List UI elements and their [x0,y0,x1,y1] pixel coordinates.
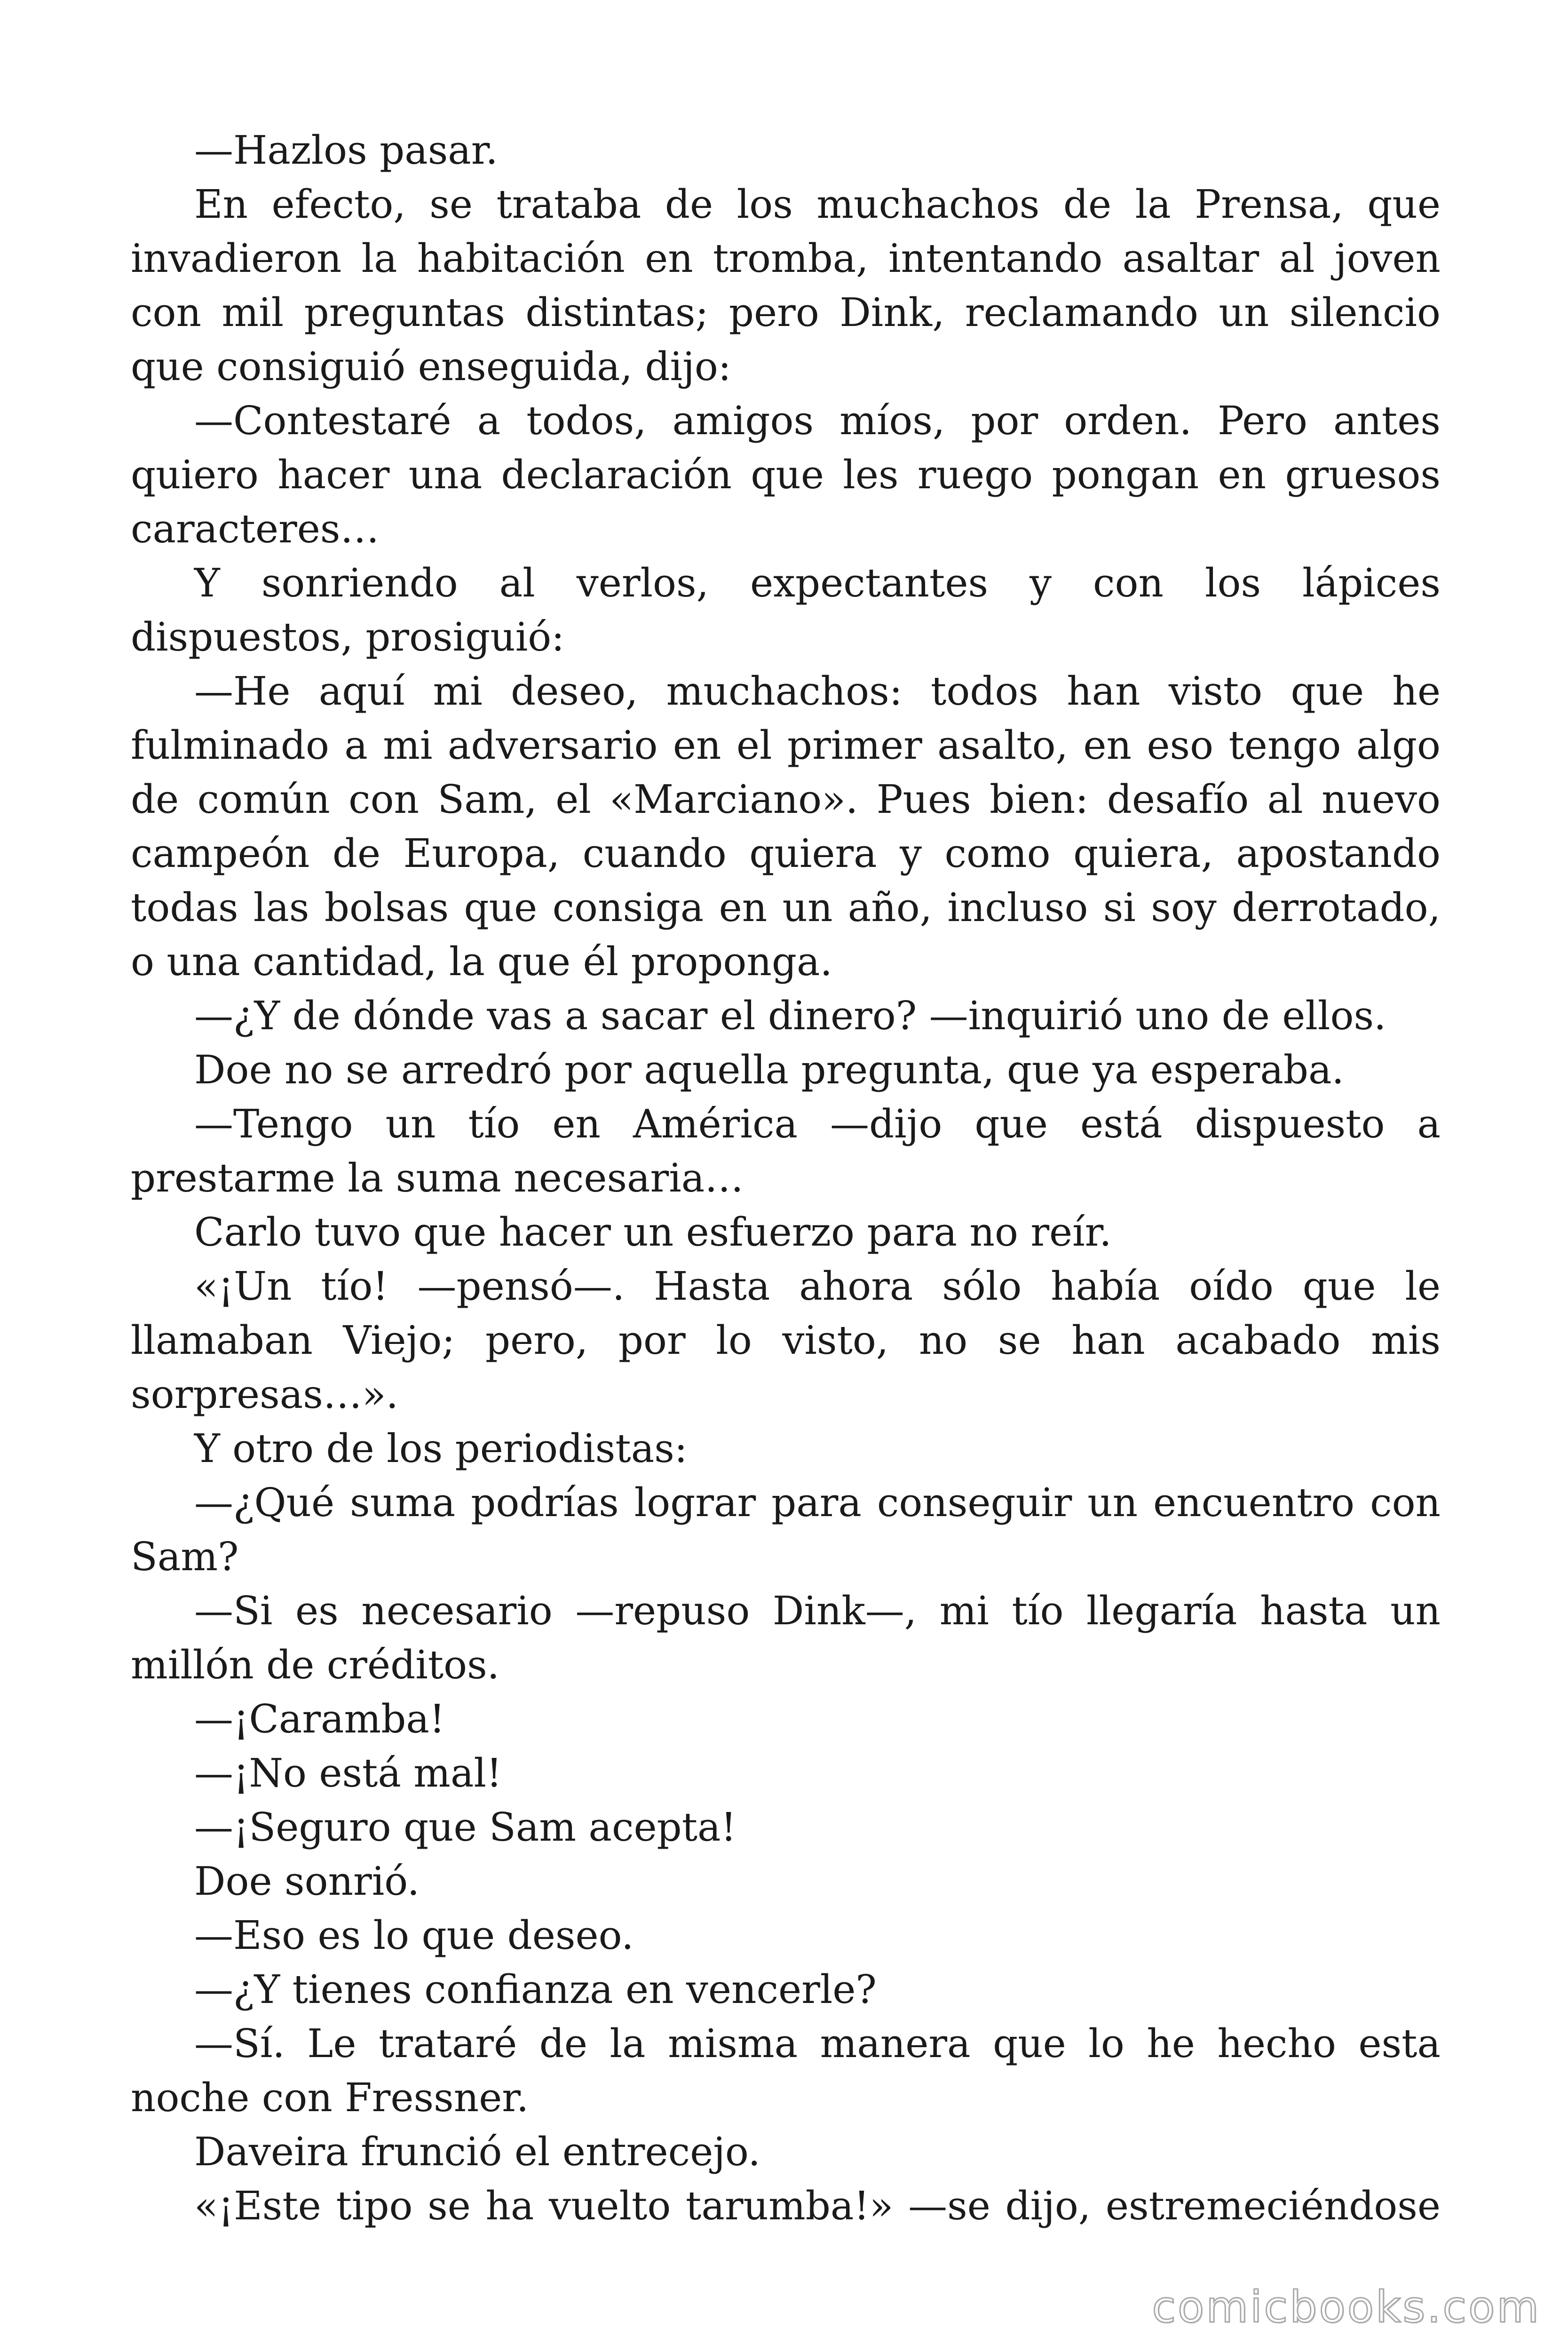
paragraph: —Si es necesario —repuso Dink—, mi tío llegaría hasta un millón de créditos. [131,1588,1441,1688]
paragraph: —He aquí mi deseo, muchachos: todos han visto que he fulminado a mi adversario en el primer asalto, en eso tengo algo de común con Sam, el «Marciano». Pues bien: desafío al nuevo campeón de Europa, cuando quiera y como quiera, apostando todas las bolsas que consiga en un año, incluso si soy derrotado, o una cantidad, la que él proponga. [131,668,1441,985]
paragraph: En efecto, se trataba de los muchachos de la Prensa, que invadieron la habitación en tromba, intentando asaltar al joven con mil preguntas distintas; pero Dink, reclamando un silencio que consiguió enseguida, dijo: [131,182,1441,389]
paragraph: —¡No está mal! [194,1750,502,1796]
paragraph: —¿Qué suma podrías lograr para conseguir un encuentro con Sam? [131,1480,1441,1580]
paragraph: —Eso es lo que deseo. [194,1913,634,1958]
paragraph: —¡Caramba! [194,1696,445,1742]
paragraph: —Contestaré a todos, amigos míos, por orden. Pero antes quiero hacer una declaración que les ruego pongan en gruesos caracteres… [131,398,1441,552]
paragraph: Daveira frunció el entrecejo. [194,2129,760,2175]
paragraph: Doe sonrió. [194,1859,420,1904]
body-text [131,123,1441,2233]
paragraph: Y otro de los periodistas: [194,1426,688,1471]
paragraph: —¡Seguro que Sam acepta! [194,1804,736,1850]
paragraph: —¿Y de dónde vas a sacar el dinero? —inquirió uno de ellos. [194,993,1386,1039]
paragraph: —Tengo un tío en América —dijo que está dispuesto a prestarme la suma necesaria… [131,1101,1441,1201]
paragraph: Carlo tuvo que hacer un esfuerzo para no reír. [194,1209,1112,1255]
watermark-logo: comicbooks.com [1152,2282,1541,2332]
paragraph-continued: «¡Este tipo se ha vuelto tarumba!» —se dijo, estremeciéndose [194,2183,1441,2229]
paragraph: —Sí. Le trataré de la misma manera que lo he hecho esta noche con Fressner. [131,2021,1441,2121]
paragraph: —¿Y tienes confianza en vencerle? [194,1967,877,2012]
paragraph: Doe no se arredró por aquella pregunta, que ya esperaba. [194,1047,1344,1093]
paragraph: Y sonriendo al verlos, expectantes y con los lápices dispuestos, prosiguió: [131,560,1441,660]
paragraph: «¡Un tío! —pensó—. Hasta ahora sólo había oído que le llamaban Viejo; pero, por lo visto, no se han acabado mis sorpresas…». [131,1263,1441,1417]
paragraph: —Hazlos pasar. [194,127,498,173]
